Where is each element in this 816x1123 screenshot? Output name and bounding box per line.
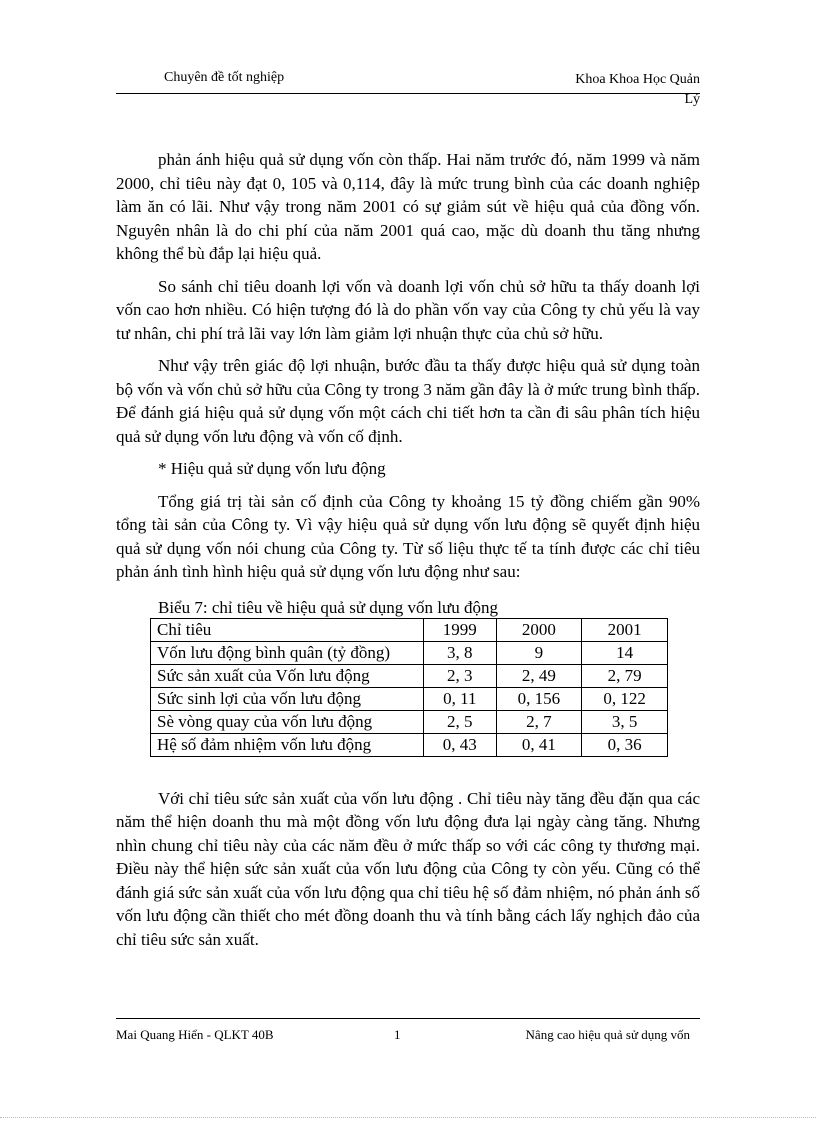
table-cell: 0, 122	[582, 687, 668, 710]
table-header-cell: Chỉ tiêu	[151, 618, 424, 641]
table-row	[151, 687, 668, 710]
table-cell: Hệ số đảm nhiệm vốn lưu động	[151, 733, 424, 756]
table-cell: Sức sản xuất của Vốn lưu động	[151, 664, 424, 687]
header-right-line1: Khoa Khoa Học Quản	[575, 72, 700, 87]
table-header-cell: 1999	[424, 618, 497, 641]
header-divider	[116, 93, 700, 94]
table-cell: Vốn lưu động bình quân (tỷ đồng)	[151, 641, 424, 664]
table-cell: 2, 49	[496, 664, 582, 687]
paragraph-5: Với chỉ tiêu sức sản xuất của vốn lưu động . Chỉ tiêu này tăng đều đặn qua các năm thể hiện doanh thu mà một đồng vốn lưu động đưa lại ngày càng tăng. Nhưng nhìn chung chỉ tiêu này của các năm đều ở mức thấp so với các công ty thương mại. Điều này thể hiện sức sản xuất của vốn lưu động của Công ty còn yếu. Cũng có thể đánh giá sức sản xuất của vốn lưu động qua chỉ tiêu hệ số đảm nhiệm, nó phản ánh số vốn lưu động cần thiết cho mét đồng doanh thu và tính bằng cách lấy nghịch đảo của chỉ tiêu sức sản xuất.	[116, 788, 700, 949]
header-right-text	[575, 70, 700, 110]
paragraph-2: So sánh chỉ tiêu doanh lợi vốn và doanh lợi vốn chủ sở hữu ta thấy doanh lợi vốn cao hơn nhiều. Có hiện tượng đó là do phần vốn vay của Công ty chủ yếu là vay tư nhân, chi phí trả lãi vay lớn làm giảm lợi nhuận thực của chủ sở hữu.	[116, 276, 700, 343]
table-caption: Biểu 7: chỉ tiêu về hiệu quả sử dụng vốn lưu động	[158, 597, 498, 617]
footer-divider	[116, 1018, 700, 1019]
table-cell: 2, 3	[424, 664, 497, 687]
table-cell: 0, 41	[496, 733, 582, 756]
header-left-text: Chuyên đề tốt nghiệp	[164, 70, 285, 85]
table-header-row	[151, 618, 668, 641]
table-cell: 2, 7	[496, 710, 582, 733]
table-cell: 2, 79	[582, 664, 668, 687]
table-row	[151, 733, 668, 756]
paragraph-4: Tổng giá trị tài sản cố định của Công ty khoảng 15 tỷ đồng chiếm gần 90% tổng tài sản của Công ty. Vì vậy hiệu quả sử dụng vốn lưu động sẽ quyết định hiệu quả sử dụng vốn nói chung của Công ty. Từ số liệu thực tế ta tính được các chỉ tiêu phản ánh tình hình hiệu quả sử dụng vốn lưu động như sau:	[116, 491, 700, 581]
table-cell: Sức sinh lợi của vốn lưu động	[151, 687, 424, 710]
table-cell: 0, 156	[496, 687, 582, 710]
header-right-line2: Lý	[684, 92, 700, 107]
table-row	[151, 710, 668, 733]
table-cell: 3, 5	[582, 710, 668, 733]
page-bottom-border	[0, 1117, 816, 1118]
table-cell: 0, 36	[582, 733, 668, 756]
table-cell: 0, 43	[424, 733, 497, 756]
table-cell: 3, 8	[424, 641, 497, 664]
table-cell: 14	[582, 641, 668, 664]
table-cell: 2, 5	[424, 710, 497, 733]
paragraph-3: Như vậy trên giác độ lợi nhuận, bước đầu ta thấy được hiệu quả sử dụng toàn bộ vốn và vốn chủ sở hữu của Công ty trong 3 năm gần đây là ở mức trung bình thấp. Để đánh giá hiệu quả sử dụng vốn một cách chi tiết hơn ta cần đi sâu phân tích hiệu quả sử dụng vốn lưu động và vốn cố định.	[116, 356, 700, 446]
footer-author: Mai Quang Hiển - QLKT 40B	[116, 1027, 274, 1042]
page-number: 1	[394, 1027, 401, 1042]
document-body	[116, 148, 700, 960]
paragraph-1: phản ánh hiệu quả sử dụng vốn còn thấp. Hai năm trước đó, năm 1999 và năm 2000, chỉ tiêu này đạt 0, 105 và 0,114, đây là mức trung bình của các doanh nghiệp làm ăn có lãi. Như vậy trong năm 2001 có sự giảm sút về hiệu quả của đồng vốn. Nguyên nhân là do chi phí của năm 2001 quá cao, mặc dù doanh thu tăng nhưng không thể bù đắp lại hiệu quả.	[116, 150, 700, 263]
table-cell: Sè vòng quay của vốn lưu động	[151, 710, 424, 733]
table-header-cell: 2000	[496, 618, 582, 641]
data-table	[150, 618, 668, 757]
footer-title: Nâng cao hiệu quả sử dụng vốn	[525, 1027, 690, 1042]
table-header-cell: 2001	[582, 618, 668, 641]
table-cell: 9	[496, 641, 582, 664]
table-cell: 0, 11	[424, 687, 497, 710]
table-row	[151, 664, 668, 687]
section-heading: * Hiệu quả sử dụng vốn lưu động	[158, 459, 386, 478]
table-row	[151, 641, 668, 664]
